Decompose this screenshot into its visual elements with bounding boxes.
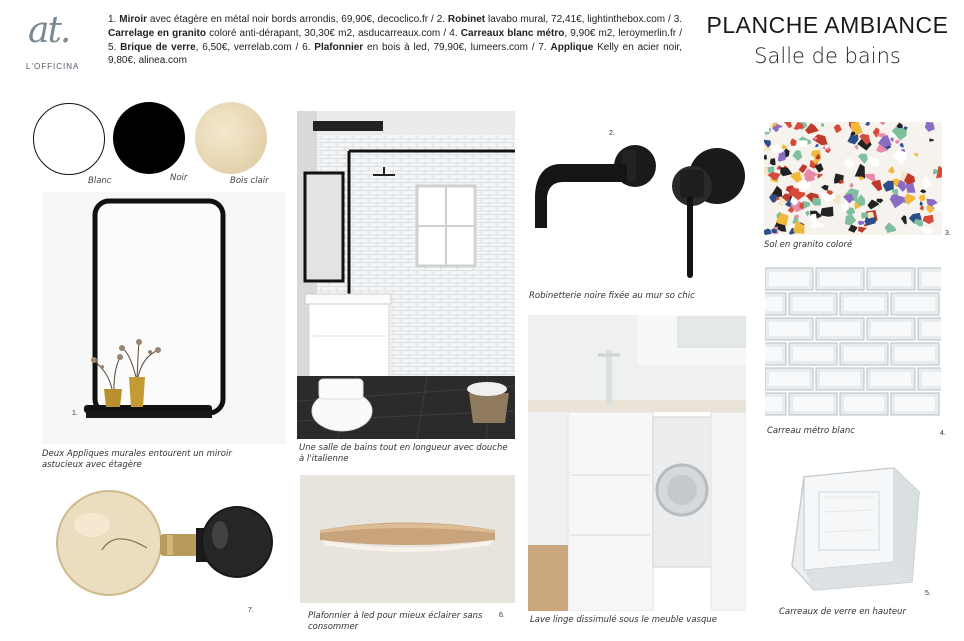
bathroom-photo [297, 111, 515, 439]
mirror-caption: Deux Appliques murales entourent un miroir astucieux avec étagère [42, 449, 232, 470]
page-subtitle: Salle de bains [754, 44, 901, 68]
faucet-caption: Robinetterie noire fixée au mur so chic [529, 291, 695, 301]
metro-caption: Carreau métro blanc [767, 426, 855, 436]
glass-brick-caption: Carreaux de verre en hauteur [779, 607, 906, 617]
product-description [108, 13, 682, 68]
mirror-photo [42, 192, 286, 444]
wall-lamp-photo [42, 490, 274, 600]
desc-item-7: 7. Applique Kelly en acier noir, 9,80€, alinea.com [108, 41, 682, 67]
desc-item-4: 4. Carreaux blanc métro, 9,90€ m2, leroymerlin.fr / [449, 27, 682, 39]
laundry-caption: Lave linge dissimulé sous le meuble vasque [530, 615, 717, 625]
page-title: PLANCHE AMBIANCE [706, 12, 949, 38]
swatch-light-wood [195, 102, 267, 174]
granito-photo [764, 122, 942, 235]
logo [24, 10, 84, 74]
metro-number: 4. [940, 430, 946, 437]
swatch-label-white: Blanc [88, 176, 112, 186]
bathroom-caption: Une salle de bains tout en longueur avec douche à l'italienne [299, 443, 508, 464]
swatch-black [113, 102, 185, 174]
granito-caption: Sol en granito coloré [764, 240, 853, 250]
swatch-label-light-wood: Bois clair [230, 176, 269, 186]
swatch-white [33, 103, 105, 175]
desc-item-2: 2. Robinet lavabo mural, 72,41€, lightinthebox.com / [436, 14, 671, 25]
logo-name: L'OFFICINA [26, 62, 80, 71]
laundry-photo [528, 315, 746, 611]
glass-brick-photo [784, 462, 924, 596]
wall-lamp-number: 7. [248, 607, 254, 614]
desc-item-3: 3. Carrelage en granito coloré anti-dérapant, 30,30€ m2, asducarreaux.com / [108, 14, 683, 39]
granito-number: 3. [945, 230, 951, 237]
desc-item-5: 5. Brique de verre, 6,50€, verrelab.com / [108, 41, 299, 53]
glass-brick-number: 5. [925, 590, 931, 597]
metro-tiles-photo [765, 266, 941, 418]
desc-item-6: 6. Plafonnier en bois à led, 79,90€, lumeers.com / [302, 41, 535, 53]
swatch-label-black: Noir [170, 173, 188, 183]
ceiling-light-caption: Plafonnier à led pour mieux éclairer sans consommer [308, 611, 483, 632]
faucet-photo [527, 128, 747, 283]
desc-item-1: 1. Miroir avec étagère en métal noir bords arrondis, 69,90€, decoclico.fr / [108, 14, 434, 25]
mirror-number: 1. [72, 410, 78, 417]
logo-mark: at. [28, 10, 70, 51]
faucet-number: 2. [609, 130, 615, 137]
ceiling-light-photo [300, 475, 515, 603]
ceiling-light-number: 6. [499, 612, 505, 619]
